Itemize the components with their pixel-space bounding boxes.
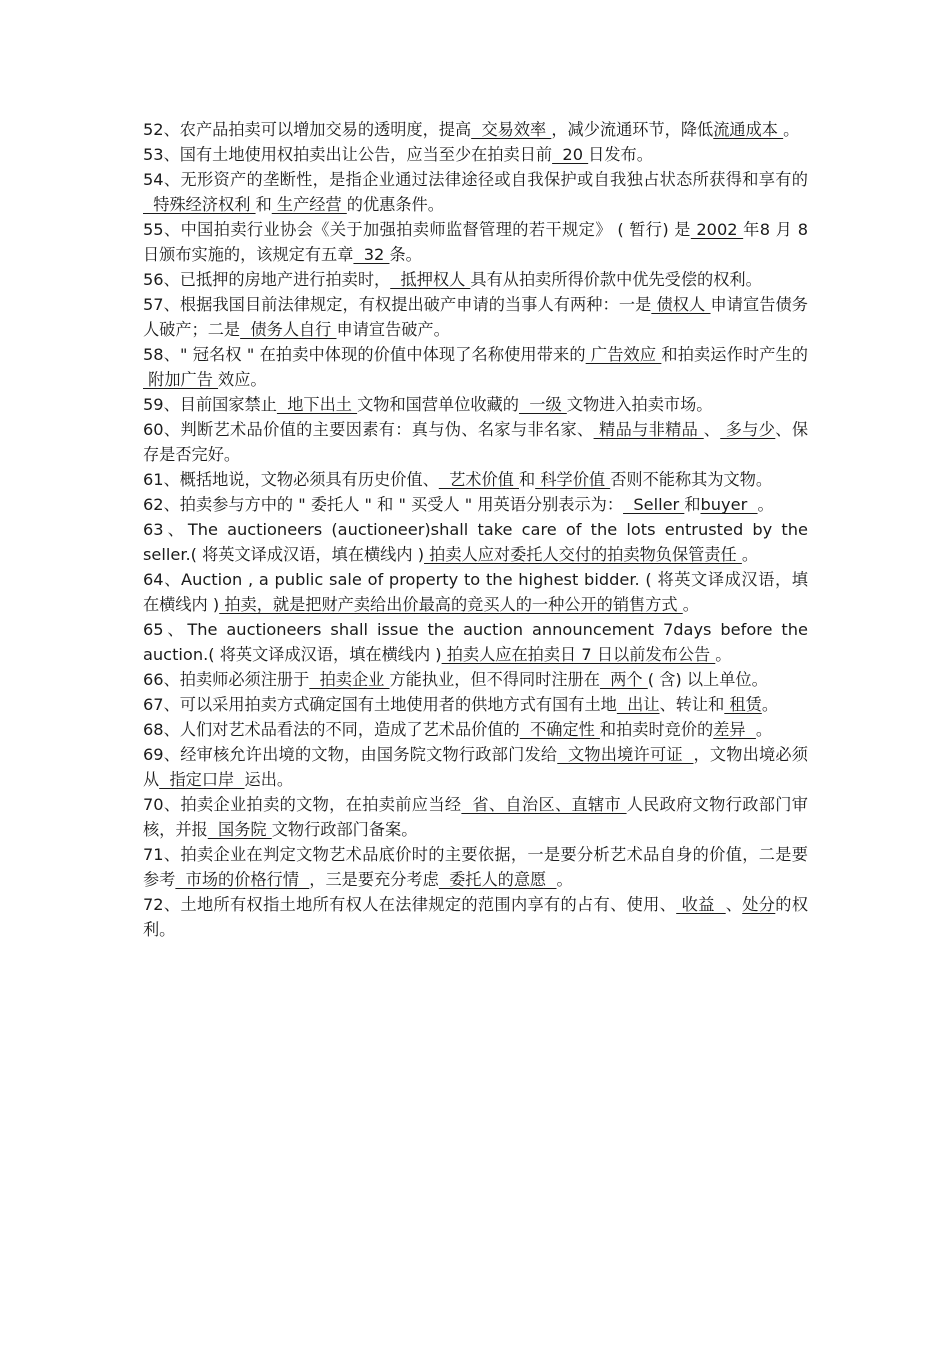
question-65 bbox=[143, 617, 808, 667]
answer-blank: 不确定性 bbox=[519, 720, 600, 739]
question-60 bbox=[143, 417, 808, 467]
answer-blank: 两个 bbox=[599, 670, 648, 689]
question-text: 69、经审核允许出境的文物，由国务院文物行政部门发给 bbox=[143, 745, 558, 764]
question-text: 年8 月 8 日颁布实施的，该规定有五章 bbox=[143, 220, 808, 264]
question-text: 60、判断艺术品价值的主要因素有：真与伪、名家与非名家、 bbox=[143, 420, 594, 439]
answer-blank: 国务院 bbox=[207, 820, 272, 839]
question-text: ( 含) 以上单位。 bbox=[647, 670, 768, 689]
answer-blank: 32 bbox=[353, 245, 390, 264]
question-text: 方能执业，但不得同时注册在 bbox=[389, 670, 600, 689]
answer-blank: 抵押权人 bbox=[390, 270, 471, 289]
question-text: 。 bbox=[761, 695, 778, 714]
question-63 bbox=[143, 517, 808, 567]
answer-blank: 处分 bbox=[742, 895, 776, 914]
question-text: 运出。 bbox=[244, 770, 294, 789]
question-54 bbox=[143, 167, 808, 217]
question-text: 文物行政部门备案。 bbox=[271, 820, 418, 839]
question-text: 62、拍卖参与方中的 " 委托人 " 和 " 买受人 " 用英语分别表示为： bbox=[143, 495, 624, 514]
question-text: 58、" 冠名权 " 在拍卖中体现的价值中体现了名称使用带来的 bbox=[143, 345, 586, 364]
answer-blank: buyer bbox=[700, 495, 758, 514]
question-71 bbox=[143, 842, 808, 892]
question-text: 和拍卖运作时产生的 bbox=[661, 345, 808, 364]
question-66 bbox=[143, 667, 808, 692]
question-text: 71、拍卖企业在判定文物艺术品底价时的主要依据，一是要分析艺术品自身的价值，二是要参考 bbox=[143, 845, 808, 889]
question-text: 。 bbox=[755, 720, 773, 739]
question-text: 和 bbox=[684, 495, 701, 514]
answer-blank: Seller bbox=[623, 495, 685, 514]
question-55 bbox=[143, 217, 808, 267]
answer-blank: 一级 bbox=[518, 395, 567, 414]
answer-blank: 拍卖人应对委托人交付的拍卖物负保管责任 bbox=[424, 545, 742, 564]
question-text: 、 bbox=[703, 420, 721, 439]
question-text: 日发布。 bbox=[588, 145, 653, 164]
question-text: 申请宣告债务人破产；二是 bbox=[143, 295, 808, 339]
answer-blank: 委托人的意愿 bbox=[438, 870, 557, 889]
question-text: 条。 bbox=[389, 245, 422, 264]
question-text: 否则不能称其为文物。 bbox=[610, 470, 773, 489]
question-text: 67、可以采用拍卖方式确定国有土地使用者的供地方式有国有土地 bbox=[143, 695, 617, 714]
question-text: 。 bbox=[682, 595, 699, 614]
question-text: 效应。 bbox=[218, 370, 267, 389]
question-text: ，文物出境必须从 bbox=[143, 745, 808, 789]
question-text: 人民政府文物行政部门审核，并报 bbox=[143, 795, 808, 839]
answer-blank: 交易效率 bbox=[471, 120, 552, 139]
answer-blank: 多与少 bbox=[720, 420, 776, 439]
answer-blank: 文物出境许可证 bbox=[557, 745, 694, 764]
answer-blank: 特殊经济权利 bbox=[143, 195, 256, 214]
answer-blank: 收益 bbox=[676, 895, 726, 914]
answer-blank: 出让 bbox=[616, 695, 660, 714]
question-56 bbox=[143, 267, 808, 292]
document-page bbox=[143, 117, 808, 942]
answer-blank: 拍卖人应在拍卖日 7 日以前发布公告 bbox=[441, 645, 716, 664]
question-68 bbox=[143, 717, 808, 742]
question-text: 和拍卖时竞价的 bbox=[599, 720, 714, 739]
answer-blank: 流通成本 bbox=[713, 120, 784, 139]
question-text: ，三是要充分考虑 bbox=[309, 870, 439, 889]
question-text: 。 bbox=[741, 545, 759, 564]
question-text: 。 bbox=[556, 870, 573, 889]
question-text: 文物进入拍卖市场。 bbox=[566, 395, 713, 414]
answer-blank: 债务人自行 bbox=[240, 320, 337, 339]
question-57 bbox=[143, 292, 808, 342]
answer-blank: 广告效应 bbox=[585, 345, 662, 364]
answer-blank: 差异 bbox=[713, 720, 756, 739]
question-53 bbox=[143, 142, 808, 167]
question-59 bbox=[143, 392, 808, 417]
question-52 bbox=[143, 117, 808, 142]
answer-blank: 20 bbox=[552, 145, 589, 164]
answer-blank: 精品与非精品 bbox=[593, 420, 704, 439]
question-69 bbox=[143, 742, 808, 792]
question-text: 72、土地所有权指土地所有权人在法律规定的范围内享有的占有、使用、 bbox=[143, 895, 677, 914]
question-text: 70、拍卖企业拍卖的文物，在拍卖前应当经 bbox=[143, 795, 462, 814]
question-text: 、 bbox=[725, 895, 743, 914]
answer-blank: 2002 bbox=[690, 220, 744, 239]
answer-blank: 艺术价值 bbox=[438, 470, 519, 489]
question-text: 63、The auctioneers (auctioneer)shall take care of the lots entrusted by the seller.( 将英文译成汉语，填在横线内 ) bbox=[143, 520, 808, 564]
question-text: 。 bbox=[715, 645, 732, 664]
question-text: 61、概括地说，文物必须具有历史价值、 bbox=[143, 470, 439, 489]
question-text: 和 bbox=[518, 470, 536, 489]
answer-blank: 地下出土 bbox=[276, 395, 358, 414]
question-70 bbox=[143, 792, 808, 842]
question-text: 68、人们对艺术品看法的不同，造成了艺术品价值的 bbox=[143, 720, 520, 739]
answer-blank: 省、自治区、直辖市 bbox=[461, 795, 627, 814]
question-text: 53、国有土地使用权拍卖出让公告，应当至少在拍卖日前 bbox=[143, 145, 553, 164]
question-67 bbox=[143, 692, 808, 717]
question-text: 、保存是否完好。 bbox=[143, 420, 809, 464]
question-text: 和 bbox=[255, 195, 272, 214]
question-text: 54、无形资产的垄断性，是指企业通过法律途径或自我保护或自我独占状态所获得和享有的 bbox=[143, 170, 808, 189]
answer-blank: 拍卖企业 bbox=[309, 670, 390, 689]
question-text: ，减少流通环节，降低 bbox=[551, 120, 714, 139]
question-text: 的权利。 bbox=[143, 895, 809, 939]
answer-blank: 附加广告 bbox=[143, 370, 219, 389]
question-text: 66、拍卖师必须注册于 bbox=[143, 670, 310, 689]
question-text: 申请宣告破产。 bbox=[336, 320, 450, 339]
answer-blank: 科学价值 bbox=[535, 470, 611, 489]
answer-blank: 租赁 bbox=[724, 695, 762, 714]
question-text: 文物和国营单位收藏的 bbox=[357, 395, 519, 414]
question-text: 55、中国拍卖行业协会《关于加强拍卖师监督管理的若干规定》 ( 暂行) 是 bbox=[143, 220, 691, 239]
answer-blank: 生产经营 bbox=[271, 195, 347, 214]
question-text: 。 bbox=[757, 495, 774, 514]
answer-blank: 市场的价格行情 bbox=[175, 870, 310, 889]
question-text: 57、根据我国目前法律规定，有权提出破产申请的当事人有两种：一是 bbox=[143, 295, 652, 314]
question-text: 64、Auction , a public sale of property to the highest bidder. ( 将英文译成汉语，填在横线内 ) bbox=[143, 570, 808, 614]
question-text: 。 bbox=[783, 120, 800, 139]
question-text: 具有从拍卖所得价款中优先受偿的权利。 bbox=[470, 270, 762, 289]
question-text: 的优惠条件。 bbox=[346, 195, 444, 214]
question-64 bbox=[143, 567, 808, 617]
question-text: 59、目前国家禁止 bbox=[143, 395, 277, 414]
question-text: 65、The auctioneers shall issue the auction announcement 7days before the auction.( 将英文译成汉语，填在横线内 ) bbox=[143, 620, 808, 664]
answer-blank: 指定口岸 bbox=[159, 770, 245, 789]
question-58 bbox=[143, 342, 808, 392]
answer-blank: 债权人 bbox=[651, 295, 711, 314]
question-61 bbox=[143, 467, 808, 492]
question-62 bbox=[143, 492, 808, 517]
question-text: 56、已抵押的房地产进行拍卖时， bbox=[143, 270, 391, 289]
question-text: 52、农产品拍卖可以增加交易的透明度，提高 bbox=[143, 120, 472, 139]
question-72 bbox=[143, 892, 808, 942]
answer-blank: 拍卖，就是把财产卖给出价最高的竞买人的一种公开的销售方式 bbox=[219, 595, 683, 614]
question-text: 、转让和 bbox=[659, 695, 725, 714]
